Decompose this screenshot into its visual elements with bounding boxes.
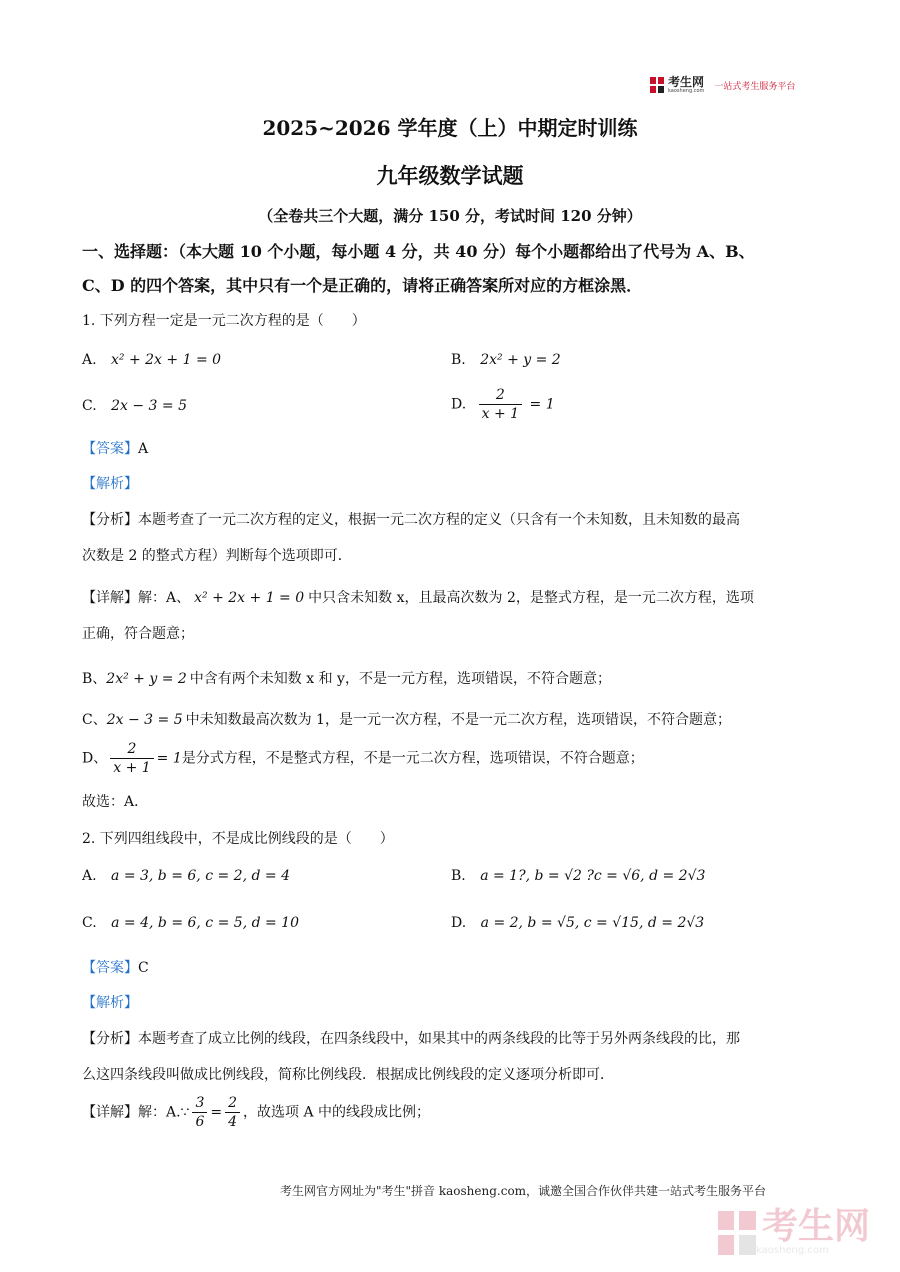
q1-answer-value: A	[138, 441, 149, 457]
q1-fenxi	[82, 502, 822, 574]
q2-option-b-label: B.	[451, 868, 466, 884]
q2-analysis	[82, 985, 822, 1021]
q1-stem: 1. 下列方程一定是一元二次方程的是（ ）	[82, 313, 366, 329]
q1-detail-a-post: 中只含未知数 x，且最高次数为 2，是整式方程，是一元二次方程，选项	[308, 590, 754, 606]
q1-analysis-tag: 【解析】	[82, 476, 138, 492]
q2-detail-fraction-1	[192, 1094, 207, 1131]
q2-option-b	[451, 868, 705, 884]
q2-option-c	[82, 915, 299, 931]
q1-option-d-label: D.	[451, 396, 467, 413]
section-heading-line2: C、D 的四个答案，其中只有一个是正确的，请将正确答案所对应的方框涂黑．	[82, 276, 643, 295]
q1-option-b-label: B.	[451, 352, 466, 368]
q1-option-a-eq: x² + 2x + 1 = 0	[111, 352, 222, 368]
q2-fenxi-line1: 本题考查了成立比例的线段，在四条线段中，如果其中的两条线段的比等于另外两条线段的比，那	[138, 1031, 740, 1047]
q2-detail-tag: 【详解】	[82, 1104, 138, 1121]
q2-option-a-label: A.	[82, 868, 97, 884]
q1-detail-c-post: 中未知数最高次数为 1，是一元一次方程，不是一元二次方程，选项错误，不符合题意；	[185, 712, 731, 728]
q1-detail-d-rhs: = 1	[156, 750, 182, 767]
q1-option-b-eq: 2x² + y = 2	[480, 352, 561, 368]
watermark-domain: kaosheng.com	[756, 1245, 829, 1256]
footer-text: 考生网官方网址为"考生"拼音 kaosheng.com，诚邀全国合作伙伴共建一站式考生服务平台	[280, 1184, 767, 1198]
q1-detail-d-pre: D、	[82, 750, 108, 767]
q2-detail-eq: =	[210, 1104, 223, 1121]
watermark	[718, 1205, 888, 1260]
q2-analysis-tag: 【解析】	[82, 995, 138, 1011]
q2-detail-frac1-den: 6	[192, 1112, 207, 1131]
kaosheng-logo-icon	[650, 77, 664, 93]
q1-detail-c	[82, 702, 822, 738]
section-heading	[82, 235, 822, 303]
q2-option-d-eq: a = 2, b = √5, c = √15, d = 2√3	[480, 915, 705, 931]
q2-detail-post: ，故选项 A 中的线段成比例；	[243, 1104, 431, 1121]
q2-detail-frac1-num: 3	[195, 1095, 205, 1111]
logo-slogan: 一站式考生服务平台	[714, 81, 796, 92]
q1-fenxi-line1: 本题考查了一元二次方程的定义，根据一元二次方程的定义（只含有一个未知数，且未知数的最高	[138, 512, 740, 528]
q1-detail-tag: 【详解】	[82, 590, 138, 606]
logo-domain: kaosheng.com	[668, 88, 705, 94]
q1-detail-a-pre: 解：A、	[138, 590, 191, 606]
q2-option-d	[451, 915, 704, 931]
q2-answer	[82, 950, 822, 986]
q2-option-c-eq: a = 4, b = 6, c = 5, d = 10	[111, 915, 299, 931]
q2-detail-pre: 解：A.∵	[138, 1104, 190, 1121]
logo-name: 考生网	[668, 75, 705, 89]
q1-detail-d-post: 是分式方程，不是整式方程，不是一元二次方程，选项错误，不符合题意；	[181, 750, 644, 767]
q1-detail-d-numerator: 2	[127, 741, 137, 757]
q1-option-d-fraction	[479, 386, 522, 423]
watermark-logo-icon	[718, 1211, 756, 1255]
q2-option-a-eq: a = 3, b = 6, c = 2, d = 4	[111, 868, 290, 884]
q1-detail-b-eq: 2x² + y = 2	[106, 671, 187, 687]
q1-detail-d	[82, 740, 822, 777]
q2-option-a	[82, 868, 290, 884]
q1-option-a-label: A.	[82, 352, 97, 368]
q1-choose: 故选：A．	[82, 794, 149, 810]
q2-detail-frac2-num: 2	[228, 1095, 238, 1111]
q2-answer-tag: 【答案】	[82, 960, 138, 976]
q2-option-b-eq: a = 1?, b = √2 ?c = √6, d = 2√3	[480, 868, 706, 884]
q2-option-d-label: D.	[451, 915, 467, 931]
q1-detail-a-line2: 正确，符合题意；	[82, 626, 194, 642]
q1-option-d-numerator: 2	[495, 387, 505, 403]
q2-detail-frac2-den: 4	[225, 1112, 240, 1131]
q2-fenxi	[82, 1021, 822, 1093]
q1-detail-c-eq: 2x − 3 = 5	[106, 712, 183, 728]
q1-option-b	[451, 352, 561, 368]
q1-fenxi-line2: 次数是 2 的整式方程）判断每个选项即可．	[82, 548, 352, 564]
q2-fenxi-tag: 【分析】	[82, 1031, 138, 1047]
q1-option-c-label: C.	[82, 398, 97, 414]
watermark-text: 考生网	[762, 1206, 871, 1247]
q1-option-c	[82, 398, 187, 414]
q2-stem: 2. 下列四组线段中，不是成比例线段的是（ ）	[82, 831, 394, 847]
q2-answer-value: C	[138, 960, 149, 976]
section-heading-line1: 一、选择题：（本大题 10 个小题，每小题 4 分，共 40 分）每个小题都给出了代号为 A、B、	[82, 242, 755, 261]
q1-answer	[82, 431, 822, 467]
q1-analysis	[82, 466, 822, 502]
q1-detail-d-denominator: x + 1	[110, 758, 153, 777]
q1-option-d-rhs: = 1	[529, 396, 555, 413]
q1-option-c-eq: 2x − 3 = 5	[111, 398, 188, 414]
q2-option-c-label: C.	[82, 915, 97, 931]
q1-detail-c-pre: C、	[82, 712, 107, 728]
q2-detail-fraction-2	[225, 1094, 240, 1131]
q1-option-d	[451, 386, 555, 423]
q1-detail-a-eq: x² + 2x + 1 = 0	[194, 590, 305, 606]
q1-detail-d-fraction	[110, 740, 153, 777]
q1-detail-a	[82, 580, 822, 652]
q2-fenxi-line2: 么这四条线段叫做成比例线段，简称比例线段．根据成比例线段的定义逐项分析即可．	[82, 1067, 614, 1083]
exam-subject: 九年级数学试题	[376, 163, 524, 188]
q1-option-a	[82, 352, 221, 368]
q1-fenxi-tag: 【分析】	[82, 512, 138, 528]
brand-logo	[650, 74, 820, 96]
q2-detail	[82, 1094, 822, 1131]
exam-note: （全卷共三个大题，满分 150 分，考试时间 120 分钟）	[258, 207, 642, 225]
q1-detail-b-post: 中含有两个未知数 x 和 y，不是一元方程，选项错误，不符合题意；	[189, 671, 611, 687]
q1-answer-tag: 【答案】	[82, 441, 138, 457]
exam-title: 2025~2026 学年度（上）中期定时训练	[262, 116, 638, 140]
q1-detail-b	[82, 661, 822, 697]
q1-detail-b-pre: B、	[82, 671, 107, 687]
q1-option-d-denominator: x + 1	[479, 404, 522, 423]
